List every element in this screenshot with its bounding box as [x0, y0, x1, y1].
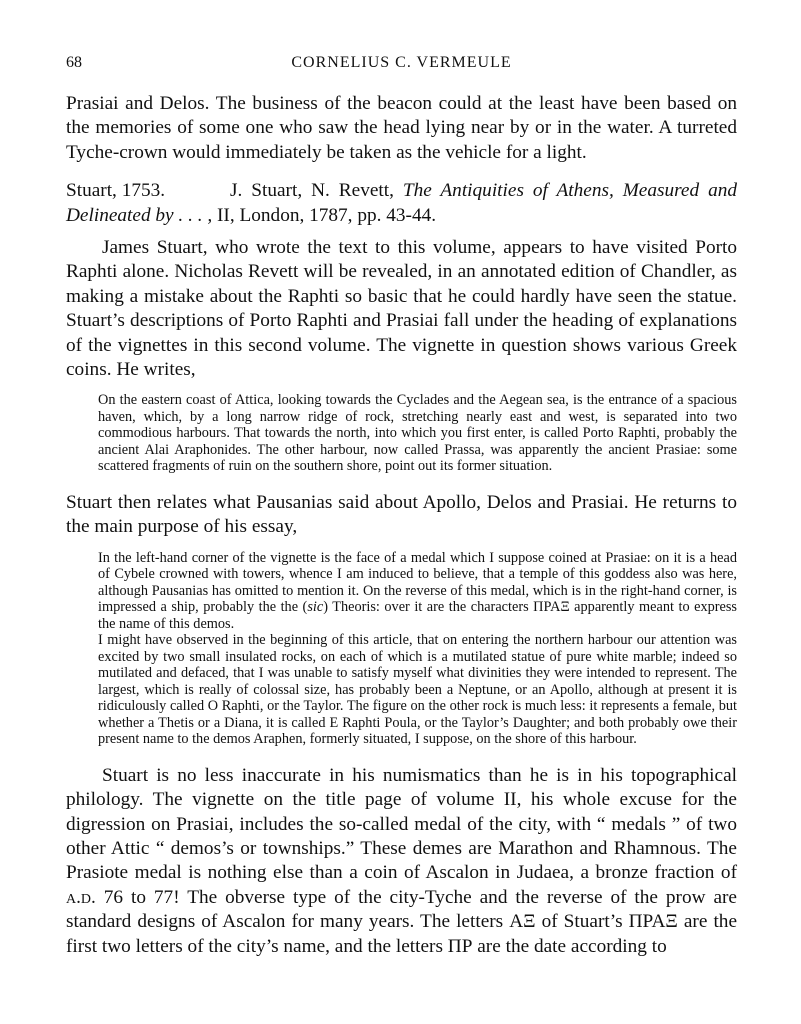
quote-vignette-b: ) Theoris: over it are the characters ΠΡΑΞ apparently meant to express the name of this demos.: [98, 599, 737, 632]
reference-text-1: J. Stuart, N. Revett,: [230, 180, 403, 202]
page-body: [66, 92, 737, 959]
paragraph-numismatics: [66, 764, 737, 959]
numismatics-a: Stuart is no less inaccurate in his numismatics than he is in his topographical philology. The vignette on the title page of volume II, his whole excuse for the digression on Prasiai, includes the so-called medal of the city, with “ medals ” of two other Attic “ demos’s or townships.” These demes are Marathon and Rhamnous. The Prasiote medal is nothing else than a coin of Ascalon in Judaea, a bronze fraction of: [66, 764, 737, 884]
numismatics-b: 76 to 77! The obverse type of the city-Tyche and the reverse of the prow are standard designs of Ascalon for many years. The letters ΑΞ of Stuart’s ΠΡΑΞ are the first two letters of the city’s name, and the letters ΠΡ are the date according to: [66, 886, 737, 957]
numismatics-ad: a.d.: [66, 886, 96, 908]
quote-rocks: I might have observed in the beginning of this article, that on entering the northern harbour our attention was excited by two small insulated rocks, on each of which is a mutilated statue of pure white marble; indeed so mutilated and defaced, that I was unable to satisfy myself what divinities they were intended to represent. The largest, which is really of colossal size, has probably been a Neptune, or an Apollo, although at present it is ridiculously called O Raphti, or the Taylor. The figure on the other rock is much less: it represents a female, but whether a Thetis or a Diana, it is called E Raphti Poula, or the Taylor’s Daughter; and both probably owe their present name to the demos Araphen, formerly situated, I suppose, on the shore of this harbour.: [98, 632, 737, 748]
paragraph-continuation: Prasiai and Delos. The business of the beacon could at the least have been based on the memories of some one who saw the head lying near by or in the water. A turreted Tyche-crown would immediately be taken as the vehicle for a light.: [66, 93, 737, 163]
running-head: CORNELIUS C. VERMEULE: [291, 54, 512, 71]
quote-sic: sic: [307, 599, 324, 616]
reference-entry: [66, 179, 737, 228]
block-quote-2: [66, 550, 737, 748]
reference-title: The Antiquities of Athens, Measured and Delineated by . . . ,: [66, 180, 737, 226]
quote-vignette: [98, 550, 737, 633]
quote-eastern-coast: On the eastern coast of Attica, looking towards the Cyclades and the Aegean sea, is the entrance of a spacious haven, which, by a long narrow ridge of rock, stretching nearly east and west, is separated into two commodious harbours. That towards the north, into which you first enter, is called Porto Raphti, probably the ancient Alai Araphonides. The other harbour, now called Prassa, was apparently the ancient Prasiae: some scattered fragments of ruin on the southern shore, point out its former situation.: [98, 392, 737, 475]
page-header: [66, 54, 737, 78]
reference-author: Stuart, 1753.: [66, 180, 166, 202]
reference-text-2: II, London, 1787, pp. 43-44.: [212, 204, 437, 226]
paragraph-stuart-intro: James Stuart, who wrote the text to this volume, appears to have visited Porto Raphti alone. Nicholas Revett will be revealed, in an annotated edition of Chandler, as making a mistake about the Raphti so basic that he could hardly have seen the statue. Stuart’s descriptions of Porto Raphti and Prasiai fall under the heading of explanations of the vignettes in this second volume. The vignette in question shows various Greek coins. He writes,: [66, 237, 737, 381]
quote-vignette-a: In the left-hand corner of the vignette is the face of a medal which I suppose coined at Prasiae: on it is a head of Cybele crowned with towers, whence I am induced to believe, that a temple of this goddess also was here, although Pausanias has omitted to mention it. On the reverse of this medal, which is in the right-hand corner, is impressed a ship, probably the the (: [98, 549, 737, 616]
page-number: 68: [66, 54, 82, 71]
paragraph-pausanias: Stuart then relates what Pausanias said about Apollo, Delos and Prasiai. He returns to the main purpose of his essay,: [66, 491, 737, 538]
block-quote-1: [66, 392, 737, 475]
